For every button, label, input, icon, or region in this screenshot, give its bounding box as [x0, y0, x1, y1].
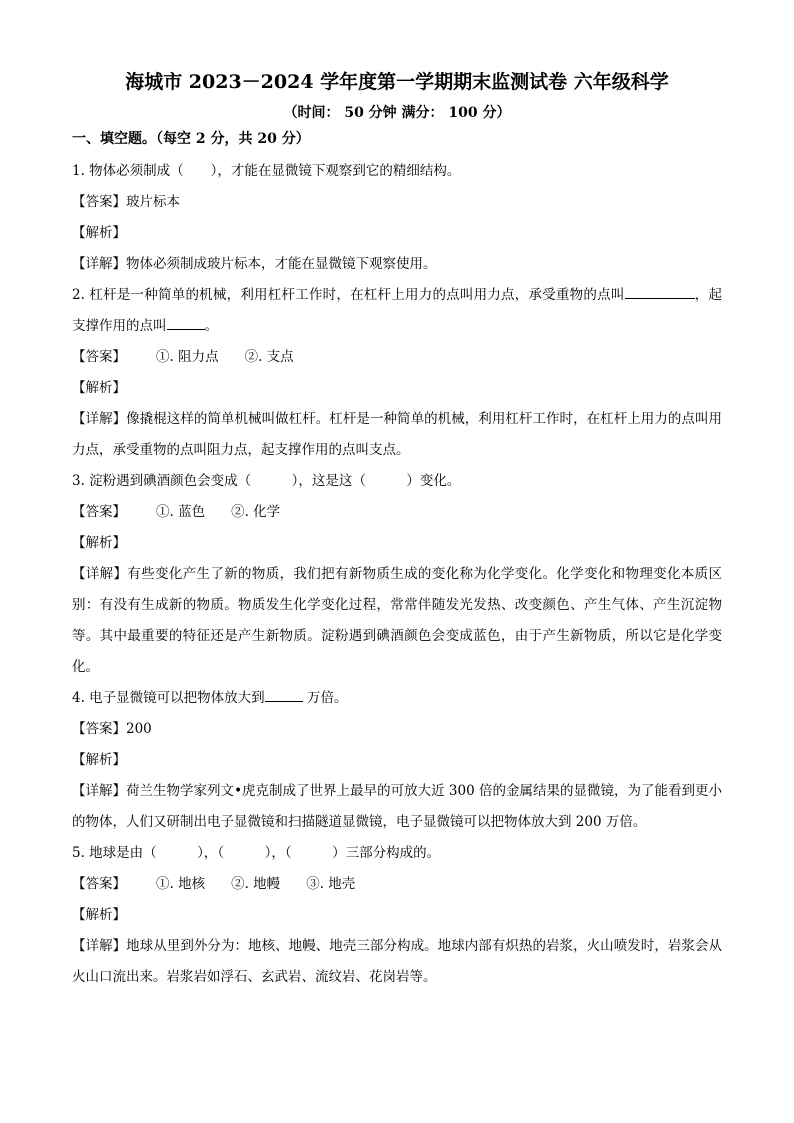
question-2-part-b: ，起支撑作用的点叫: [72, 287, 723, 334]
answer-1-value: 玻片标本: [126, 194, 180, 210]
analysis-5: 【解析】: [72, 907, 126, 923]
detail-4: [72, 776, 722, 838]
detail-label: 【详解】: [72, 783, 127, 799]
answer-label: 【答案】: [72, 876, 126, 892]
answer-blank: [265, 683, 303, 702]
analysis-4: 【解析】: [72, 752, 126, 768]
analysis-1: 【解析】: [72, 225, 126, 241]
answer-2: [72, 342, 722, 373]
question-2-part-c: 。: [204, 318, 218, 334]
detail-1: [72, 249, 722, 280]
answer-label: 【答案】: [72, 504, 126, 520]
question-4-part-a: 4. 电子显微镜可以把物体放大到: [72, 690, 265, 706]
question-5: 5. 地球是由（ ），（ ），（ ）三部分构成的。: [72, 845, 441, 861]
answer-1: [72, 187, 722, 218]
section-heading: 一、填空题。（每空 2 分，共 20 分）: [72, 131, 310, 147]
answer-blank: [167, 311, 205, 330]
answer-label: 【答案】: [72, 721, 126, 737]
answer-4-value: 200: [126, 721, 152, 737]
analysis-3: 【解析】: [72, 535, 126, 551]
question-2: [72, 280, 722, 342]
answer-3-item-2: ②. 化学: [231, 504, 281, 520]
detail-2: [72, 404, 722, 466]
question-2-part-a: 2. 杠杆是一种简单的机械，利用杠杆工作时，在杠杆上用力的点叫用力点，承受重物的点叫: [72, 287, 625, 303]
detail-5: [72, 931, 722, 993]
detail-label: 【详解】: [72, 938, 127, 954]
answer-5-item-3: ③. 地壳: [306, 876, 356, 892]
answer-5-item-1: ①. 地核: [156, 876, 206, 892]
page-title: 海城市 2023－2024 学年度第一学期期末监测试卷 六年级科学: [125, 71, 669, 93]
detail-3-text: 有些变化产生了新的物质，我们把有新物质生成的变化称为化学变化。化学变化和物理变化本质区别：有没有生成新的物质。物质发生化学变化过程，常常伴随发光发热、改变颜色、产生气体、产生沉淀物等。其中最重要的特征还是产生新物质。淀粉遇到碘酒颜色会变成蓝色，由于产生新物质，所以它是化学变化。: [72, 566, 723, 675]
detail-2-text: 像撬棍这样的简单机械叫做杠杆。杠杆是一种简单的机械，利用杠杆工作时，在杠杆上用力的点叫用力点，承受重物的点叫阻力点，起支撑作用的点叫支点。: [72, 411, 723, 458]
answer-2-item-2: ②. 支点: [244, 349, 294, 365]
answer-4: [72, 714, 722, 745]
detail-4-text: 荷兰生物学家列文•虎克制成了世界上最早的可放大近 300 倍的金属结果的显微镜，为了能看到更小的物体，人们又研制出电子显微镜和扫描隧道显微镜，电子显微镜可以把物体放大到 200 万倍。: [72, 783, 723, 830]
answer-2-item-1: ①. 阻力点: [156, 349, 219, 365]
question-4-part-b: 万倍。: [302, 690, 348, 706]
detail-label: 【详解】: [72, 566, 128, 582]
answer-3-item-1: ①. 蓝色: [156, 504, 206, 520]
question-4: [72, 683, 722, 714]
question-3: 3. 淀粉遇到碘酒颜色会变成（ ），这是这（ ）变化。: [72, 473, 461, 489]
answer-5: [72, 869, 722, 900]
detail-3: [72, 559, 722, 683]
analysis-2: 【解析】: [72, 380, 126, 396]
exam-info: （时间： 50 分钟 满分： 100 分）: [283, 105, 511, 121]
detail-5-text: 地球从里到外分为：地核、地幔、地壳三部分构成。地球内部有炽热的岩浆，火山喷发时，岩浆会从火山口流出来。岩浆岩如浮石、玄武岩、流纹岩、花岗岩等。: [72, 938, 723, 985]
answer-blank: [625, 280, 695, 299]
detail-label: 【详解】: [72, 256, 126, 272]
answer-label: 【答案】: [72, 349, 126, 365]
detail-1-text: 物体必须制成玻片标本，才能在显微镜下观察使用。: [126, 256, 437, 272]
answer-label: 【答案】: [72, 194, 126, 210]
question-1: 1. 物体必须制成（ ），才能在显微镜下观察到它的精细结构。: [72, 163, 461, 179]
detail-label: 【详解】: [72, 411, 127, 427]
answer-5-item-2: ②. 地幔: [231, 876, 281, 892]
answer-3: [72, 497, 722, 528]
